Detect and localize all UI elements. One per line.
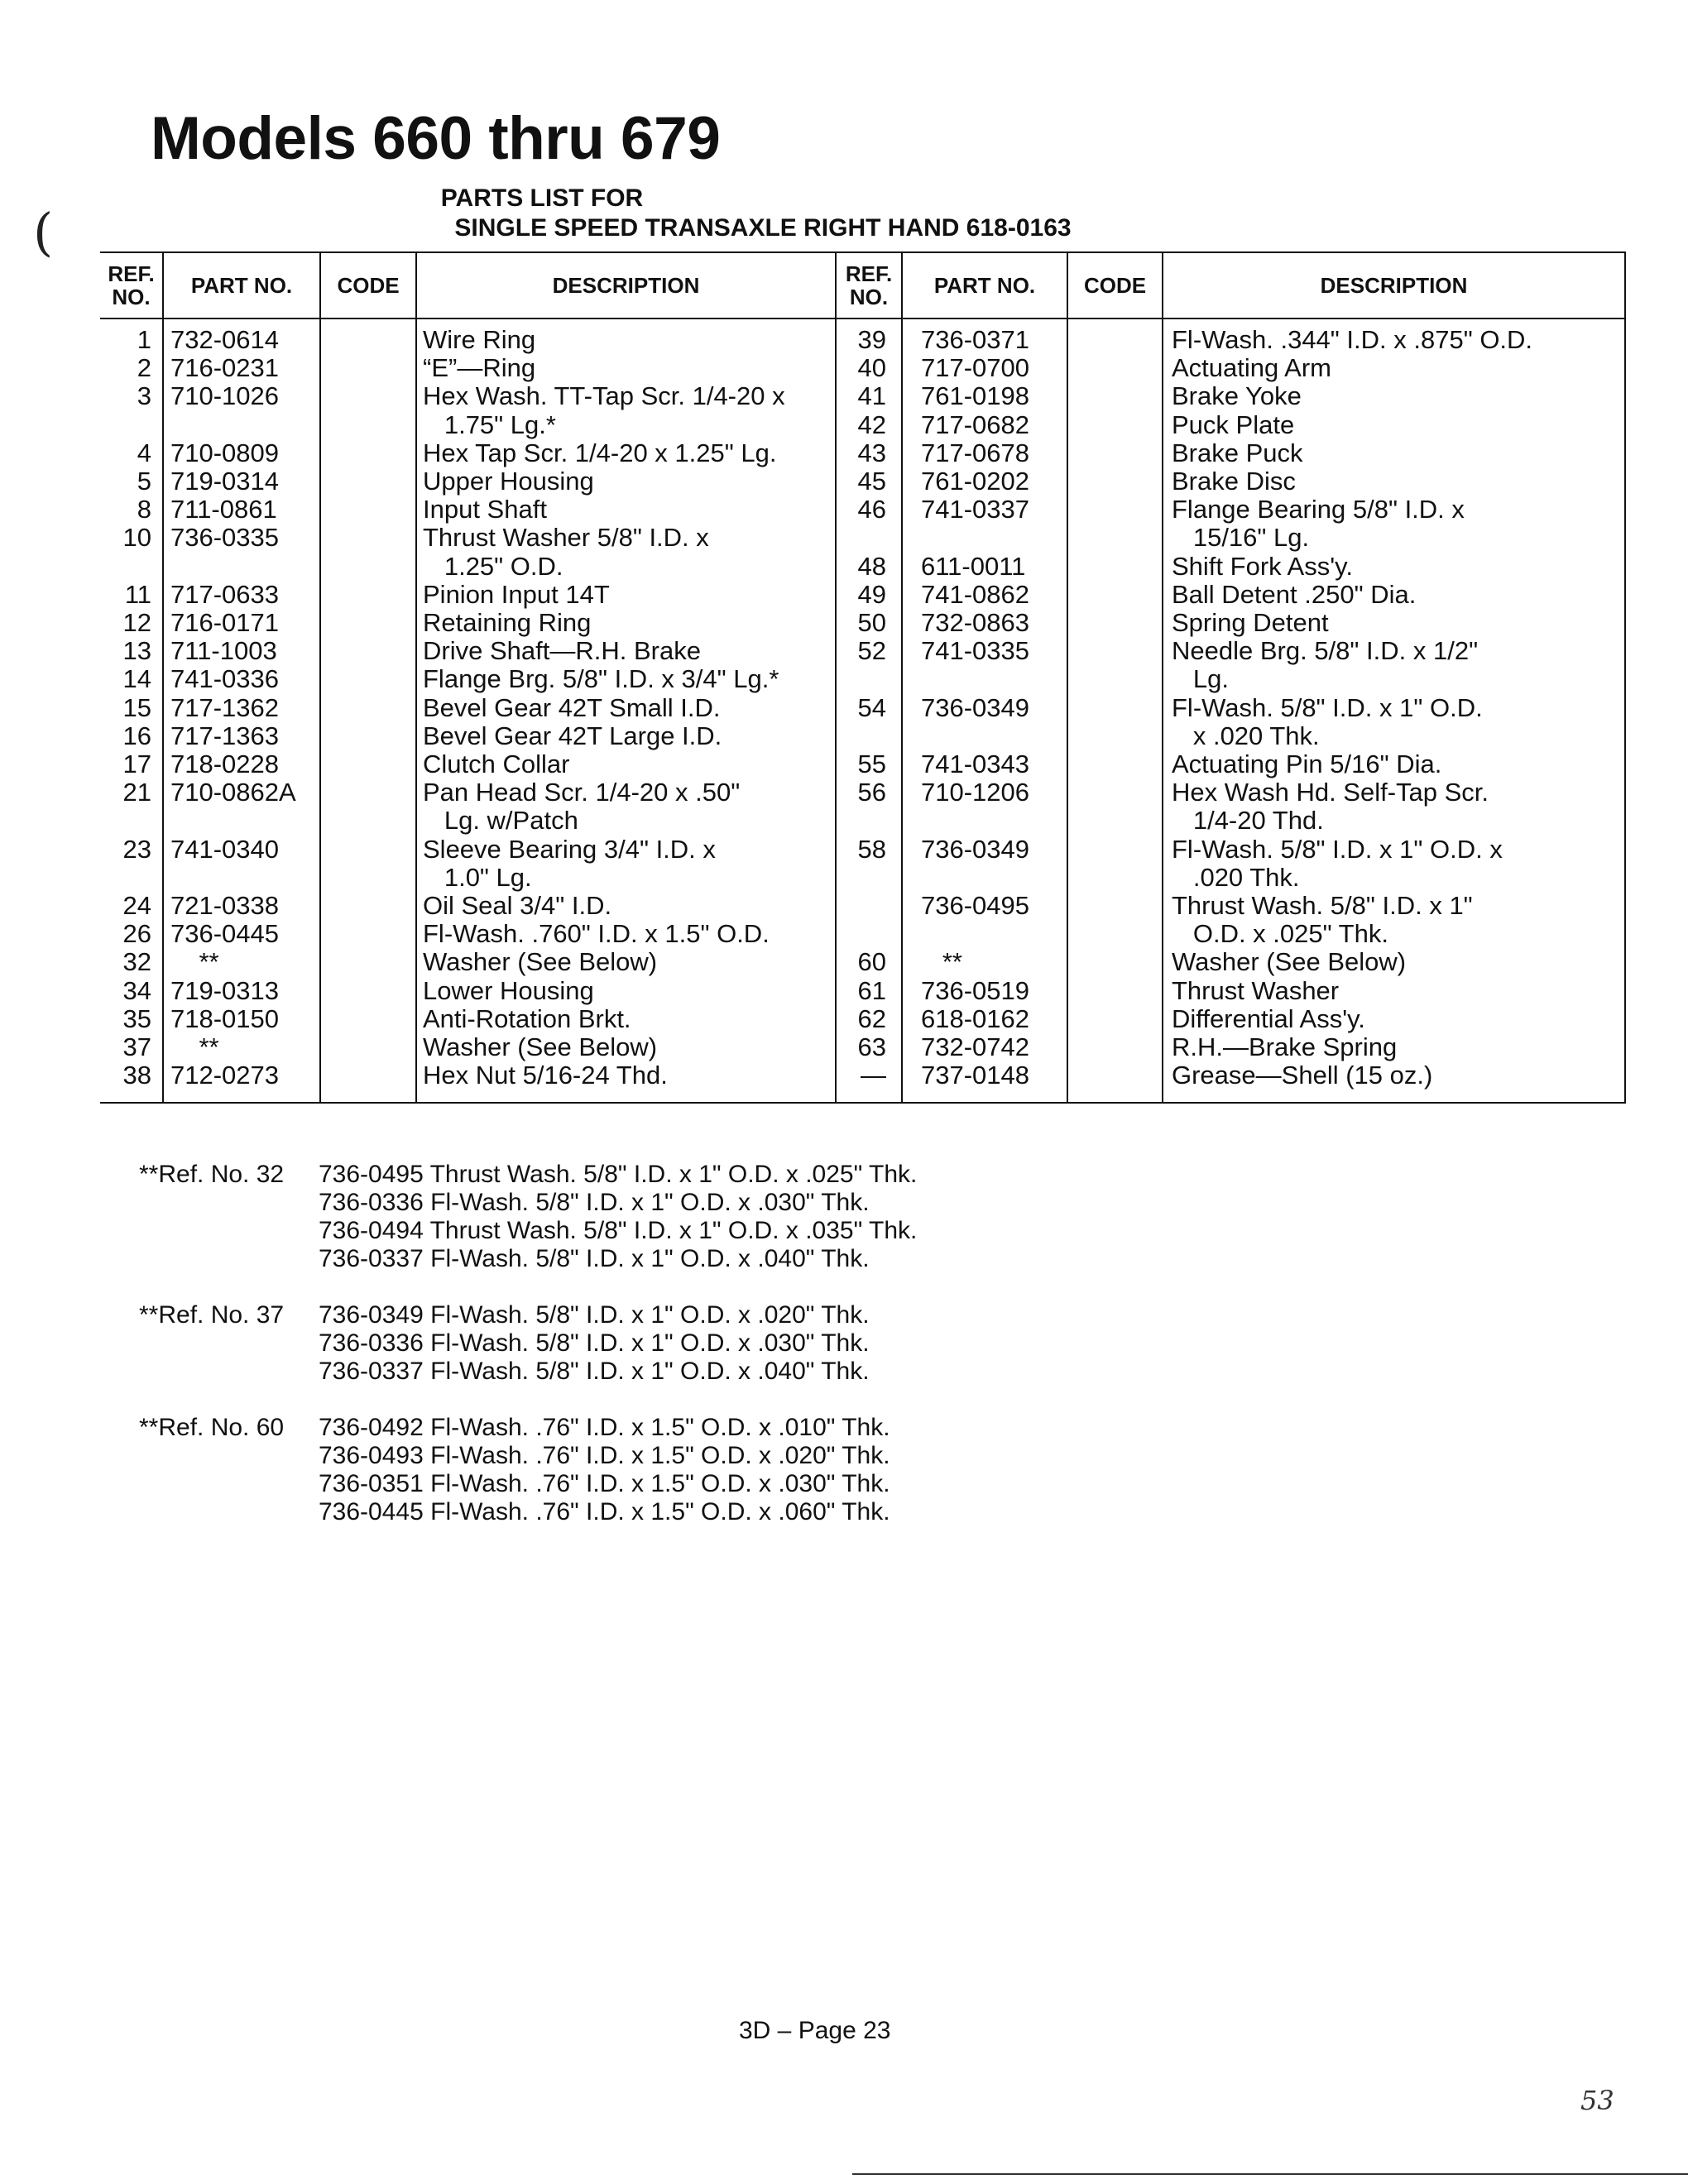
ref-no-cell: — xyxy=(861,1061,886,1090)
ref-no-cell: 11 xyxy=(124,579,151,609)
description-cell: Upper Housing xyxy=(423,467,594,496)
table-row xyxy=(100,892,1626,920)
part-no-cell: 716-0231 xyxy=(170,353,280,383)
part-no-cell: 711-0861 xyxy=(170,495,277,524)
table-row xyxy=(100,354,1626,382)
part-no-cell: 717-0700 xyxy=(921,353,1030,383)
description-cell: Grease—Shell (15 oz.) xyxy=(1172,1061,1433,1090)
part-no-cell: 736-0445 xyxy=(170,919,280,949)
ref-no-cell: 17 xyxy=(122,750,151,778)
note-line: 736-0337 Fl-Wash. 5/8" I.D. x 1" O.D. x .040" Thk. xyxy=(319,1245,870,1272)
part-no-cell: 712-0273 xyxy=(170,1061,280,1090)
ref-no-cell: 46 xyxy=(857,495,886,524)
part-no-cell: 717-1363 xyxy=(170,721,280,750)
note-line: 736-0494 Thrust Wash. 5/8" I.D. x 1" O.D. x .035" Thk. xyxy=(319,1217,918,1244)
table-row xyxy=(100,750,1626,778)
part-no-cell: 710-1206 xyxy=(921,778,1030,807)
table-row xyxy=(100,1061,1626,1090)
description-cell: Thrust Wash. 5/8" I.D. x 1" xyxy=(1172,891,1473,920)
description-cell: Differential Ass'y. xyxy=(1172,1003,1365,1033)
table-row xyxy=(100,382,1626,410)
table-row xyxy=(100,496,1626,524)
ref-no-cell: 15 xyxy=(122,692,151,722)
ref-no-cell: 52 xyxy=(857,636,886,666)
description-cell: Fl-Wash. .344" I.D. x .875" O.D. xyxy=(1172,325,1533,354)
header-part-no: PART NO. xyxy=(190,273,293,298)
ref-no-cell: 50 xyxy=(857,608,886,637)
description-cell: 1.0" Lg. xyxy=(423,862,532,892)
description-cell: “E”—Ring xyxy=(423,353,536,383)
part-no-cell: 732-0614 xyxy=(170,325,280,354)
part-no-cell: 721-0338 xyxy=(170,891,280,920)
description-cell: Bevel Gear 42T Large I.D. xyxy=(423,721,722,750)
part-no-cell: 716-0171 xyxy=(170,608,280,637)
table-row xyxy=(100,439,1626,467)
description-cell: Hex Wash. TT-Tap Scr. 1/4-20 x xyxy=(423,381,785,411)
description-cell: Anti-Rotation Brkt. xyxy=(423,1003,631,1033)
header-code: CODE xyxy=(1083,273,1147,298)
margin-mark: ( xyxy=(33,202,54,262)
ref-no-cell: 45 xyxy=(857,467,886,496)
description-cell: Spring Detent xyxy=(1172,608,1329,637)
part-no-cell: 741-0862 xyxy=(921,579,1030,609)
part-no-cell: 741-0340 xyxy=(170,834,280,864)
part-no-cell: 711-1003 xyxy=(170,636,277,666)
description-cell: Actuating Arm xyxy=(1172,353,1331,383)
description-cell: Wire Ring xyxy=(423,325,536,354)
table-row xyxy=(100,722,1626,750)
note-line: 736-0336 Fl-Wash. 5/8" I.D. x 1" O.D. x .030" Thk. xyxy=(319,1189,870,1216)
ref-no-cell: 49 xyxy=(857,579,886,609)
description-cell: Pan Head Scr. 1/4-20 x .50" xyxy=(423,778,741,807)
part-no-cell: 761-0202 xyxy=(921,467,1030,496)
table-row xyxy=(100,326,1626,354)
description-cell: Hex Tap Scr. 1/4-20 x 1.25" Lg. xyxy=(423,438,777,467)
part-no-cell: 736-0495 xyxy=(921,891,1030,920)
header-code: CODE xyxy=(337,273,400,298)
description-cell: Input Shaft xyxy=(423,495,547,524)
description-cell: Fl-Wash. .760" I.D. x 1.5" O.D. xyxy=(423,919,770,949)
table-row xyxy=(100,467,1626,496)
ref-no-cell: 54 xyxy=(857,692,886,722)
part-no-cell: 718-0228 xyxy=(170,750,280,778)
ref-no-cell: 26 xyxy=(122,919,151,949)
description-cell: Oil Seal 3/4" I.D. xyxy=(423,891,612,920)
description-cell: Hex Wash Hd. Self-Tap Scr. xyxy=(1172,778,1489,807)
part-no-cell: 736-0371 xyxy=(921,325,1030,354)
ref-no-cell: 62 xyxy=(857,1003,886,1033)
part-no-cell: ** xyxy=(170,1032,219,1061)
header-part-no: PART NO. xyxy=(933,273,1036,298)
ref-no-cell: 4 xyxy=(137,438,151,467)
table-row xyxy=(100,864,1626,892)
description-cell: Flange Brg. 5/8" I.D. x 3/4" Lg.* xyxy=(423,664,779,694)
description-cell: Ball Detent .250" Dia. xyxy=(1172,579,1417,609)
part-no-cell: 736-0335 xyxy=(170,523,280,553)
description-cell: Brake Yoke xyxy=(1172,381,1302,411)
description-cell: Hex Nut 5/16-24 Thd. xyxy=(423,1061,668,1090)
ref-no-cell: 58 xyxy=(857,834,886,864)
part-no-cell: 717-0678 xyxy=(921,438,1030,467)
table-row xyxy=(100,920,1626,948)
table-row xyxy=(100,581,1626,609)
part-no-cell: 717-0682 xyxy=(921,410,1030,439)
description-cell: Flange Bearing 5/8" I.D. x xyxy=(1172,495,1465,524)
description-cell: Bevel Gear 42T Small I.D. xyxy=(423,692,721,722)
note-ref-label: **Ref. No. 37 xyxy=(139,1301,285,1329)
part-no-cell: 732-0742 xyxy=(921,1032,1030,1061)
description-cell: 1.75" Lg.* xyxy=(423,410,556,439)
description-cell: Lg. xyxy=(1172,664,1229,694)
note-ref-label: **Ref. No. 60 xyxy=(139,1414,285,1441)
description-cell: O.D. x .025" Thk. xyxy=(1172,919,1388,949)
part-no-cell: ** xyxy=(170,947,219,977)
note-line: 736-0493 Fl-Wash. .76" I.D. x 1.5" O.D. x .020" Thk. xyxy=(319,1442,890,1469)
description-cell: x .020 Thk. xyxy=(1172,721,1320,750)
description-cell: Brake Puck xyxy=(1172,438,1303,467)
ref-no-cell: 55 xyxy=(857,750,886,778)
part-no-cell: 717-1362 xyxy=(170,692,280,722)
page-title: Models 660 thru 679 xyxy=(151,105,721,172)
description-cell: Washer (See Below) xyxy=(1172,947,1407,977)
description-cell: Thrust Washer 5/8" I.D. x xyxy=(423,523,709,553)
part-no-cell: 710-0809 xyxy=(170,438,280,467)
description-cell: 1.25" O.D. xyxy=(423,551,563,581)
ref-no-cell: 2 xyxy=(137,353,151,383)
part-no-cell: 737-0148 xyxy=(921,1061,1030,1090)
note-line: 736-0349 Fl-Wash. 5/8" I.D. x 1" O.D. x .020" Thk. xyxy=(319,1301,870,1329)
table-row xyxy=(100,665,1626,693)
ref-no-cell: 3 xyxy=(137,381,151,411)
ref-no-cell: 41 xyxy=(857,381,886,411)
part-no-cell: 732-0863 xyxy=(921,608,1030,637)
note-line: 736-0492 Fl-Wash. .76" I.D. x 1.5" O.D. x .010" Thk. xyxy=(319,1414,890,1441)
note-ref-label: **Ref. No. 32 xyxy=(139,1161,285,1188)
part-no-cell: 717-0633 xyxy=(170,579,280,609)
ref-no-cell: 23 xyxy=(122,834,151,864)
note-line: 736-0336 Fl-Wash. 5/8" I.D. x 1" O.D. x .030" Thk. xyxy=(319,1329,870,1357)
header-divider xyxy=(100,318,1626,319)
part-no-cell: 761-0198 xyxy=(921,381,1030,411)
ref-no-cell: 24 xyxy=(122,891,151,920)
description-cell: Thrust Washer xyxy=(1172,975,1340,1005)
table-row xyxy=(100,807,1626,835)
part-no-cell: 741-0335 xyxy=(921,636,1030,666)
ref-no-cell: 60 xyxy=(857,947,886,977)
ref-no-cell: 13 xyxy=(122,636,151,666)
description-cell: Washer (See Below) xyxy=(423,947,658,977)
bottom-rule xyxy=(852,2173,1688,2175)
ref-no-cell: 5 xyxy=(137,467,151,496)
table-row xyxy=(100,778,1626,807)
description-cell: Lower Housing xyxy=(423,975,594,1005)
ref-no-cell: 61 xyxy=(857,975,886,1005)
ref-no-cell: 34 xyxy=(122,975,151,1005)
part-no-cell: 611-0011 xyxy=(921,551,1026,581)
ref-no-cell: 37 xyxy=(122,1032,151,1061)
ref-no-cell: 21 xyxy=(122,778,151,807)
ref-no-cell: 42 xyxy=(857,410,886,439)
ref-no-cell: 38 xyxy=(122,1061,151,1090)
description-cell: Lg. w/Patch xyxy=(423,806,578,836)
table-row xyxy=(100,977,1626,1005)
ref-no-cell: 56 xyxy=(857,778,886,807)
part-no-cell: 618-0162 xyxy=(921,1003,1030,1033)
description-cell: Needle Brg. 5/8" I.D. x 1/2" xyxy=(1172,636,1479,666)
description-cell: Washer (See Below) xyxy=(423,1032,658,1061)
description-cell: Pinion Input 14T xyxy=(423,579,610,609)
part-no-cell: 741-0337 xyxy=(921,495,1030,524)
part-no-cell: 710-1026 xyxy=(170,381,280,411)
part-no-cell: 718-0150 xyxy=(170,1003,280,1033)
table-row xyxy=(100,1033,1626,1061)
description-cell: Retaining Ring xyxy=(423,608,592,637)
ref-no-cell: 12 xyxy=(122,608,151,637)
header-ref-no: REF. NO. xyxy=(108,261,155,309)
page-footer: 3D – Page 23 xyxy=(739,2017,891,2044)
header-ref-no: REF. NO. xyxy=(845,261,893,309)
ref-no-cell: 1 xyxy=(137,325,151,354)
part-no-cell: 736-0519 xyxy=(921,975,1030,1005)
ref-no-cell: 43 xyxy=(857,438,886,467)
description-cell: 15/16" Lg. xyxy=(1172,523,1310,553)
description-cell: Fl-Wash. 5/8" I.D. x 1" O.D. x xyxy=(1172,834,1503,864)
note-line: 736-0351 Fl-Wash. .76" I.D. x 1.5" O.D. x .030" Thk. xyxy=(319,1470,890,1497)
parts-list-heading: PARTS LIST FOR xyxy=(440,184,644,212)
parts-list-subheading: SINGLE SPEED TRANSAXLE RIGHT HAND 618-0163 xyxy=(454,214,1072,242)
table-row xyxy=(100,694,1626,722)
part-no-cell: 741-0336 xyxy=(170,664,280,694)
note-line: 736-0495 Thrust Wash. 5/8" I.D. x 1" O.D. x .025" Thk. xyxy=(319,1161,918,1188)
ref-no-cell: 10 xyxy=(122,523,151,553)
table-row xyxy=(100,836,1626,864)
part-no-cell: 741-0343 xyxy=(921,750,1030,778)
table-row xyxy=(100,411,1626,439)
description-cell: Fl-Wash. 5/8" I.D. x 1" O.D. xyxy=(1172,692,1483,722)
part-no-cell: 710-0862A xyxy=(170,778,296,807)
parts-table xyxy=(100,251,1626,1104)
ref-no-cell: 48 xyxy=(857,551,886,581)
header-description: DESCRIPTION xyxy=(1320,273,1468,298)
table-row xyxy=(100,524,1626,552)
description-cell: Sleeve Bearing 3/4" I.D. x xyxy=(423,834,716,864)
description-cell: 1/4-20 Thd. xyxy=(1172,806,1324,836)
ref-no-cell: 39 xyxy=(857,325,886,354)
table-row xyxy=(100,948,1626,976)
table-row xyxy=(100,609,1626,637)
header-description: DESCRIPTION xyxy=(552,273,700,298)
description-cell: .020 Thk. xyxy=(1172,862,1300,892)
ref-no-cell: 32 xyxy=(122,947,151,977)
description-cell: Brake Disc xyxy=(1172,467,1296,496)
table-row xyxy=(100,637,1626,665)
part-no-cell: 719-0314 xyxy=(170,467,280,496)
part-no-cell: 719-0313 xyxy=(170,975,280,1005)
table-row xyxy=(100,1005,1626,1033)
part-no-cell: 736-0349 xyxy=(921,692,1030,722)
description-cell: R.H.—Brake Spring xyxy=(1172,1032,1398,1061)
ref-no-cell: 63 xyxy=(857,1032,886,1061)
description-cell: Puck Plate xyxy=(1172,410,1295,439)
handwritten-mark: 53 xyxy=(1580,2085,1614,2116)
ref-no-cell: 35 xyxy=(122,1003,151,1033)
note-line: 736-0337 Fl-Wash. 5/8" I.D. x 1" O.D. x .040" Thk. xyxy=(319,1358,870,1385)
description-cell: Actuating Pin 5/16" Dia. xyxy=(1172,750,1442,778)
note-line: 736-0445 Fl-Wash. .76" I.D. x 1.5" O.D. x .060" Thk. xyxy=(319,1498,890,1525)
table-row xyxy=(100,553,1626,581)
ref-no-cell: 8 xyxy=(137,495,151,524)
ref-no-cell: 14 xyxy=(122,664,151,694)
description-cell: Shift Fork Ass'y. xyxy=(1172,551,1353,581)
description-cell: Clutch Collar xyxy=(423,750,570,778)
ref-no-cell: 40 xyxy=(857,353,886,383)
ref-no-cell: 16 xyxy=(122,721,151,750)
description-cell: Drive Shaft—R.H. Brake xyxy=(423,636,701,666)
part-no-cell: ** xyxy=(921,947,962,977)
part-no-cell: 736-0349 xyxy=(921,834,1030,864)
